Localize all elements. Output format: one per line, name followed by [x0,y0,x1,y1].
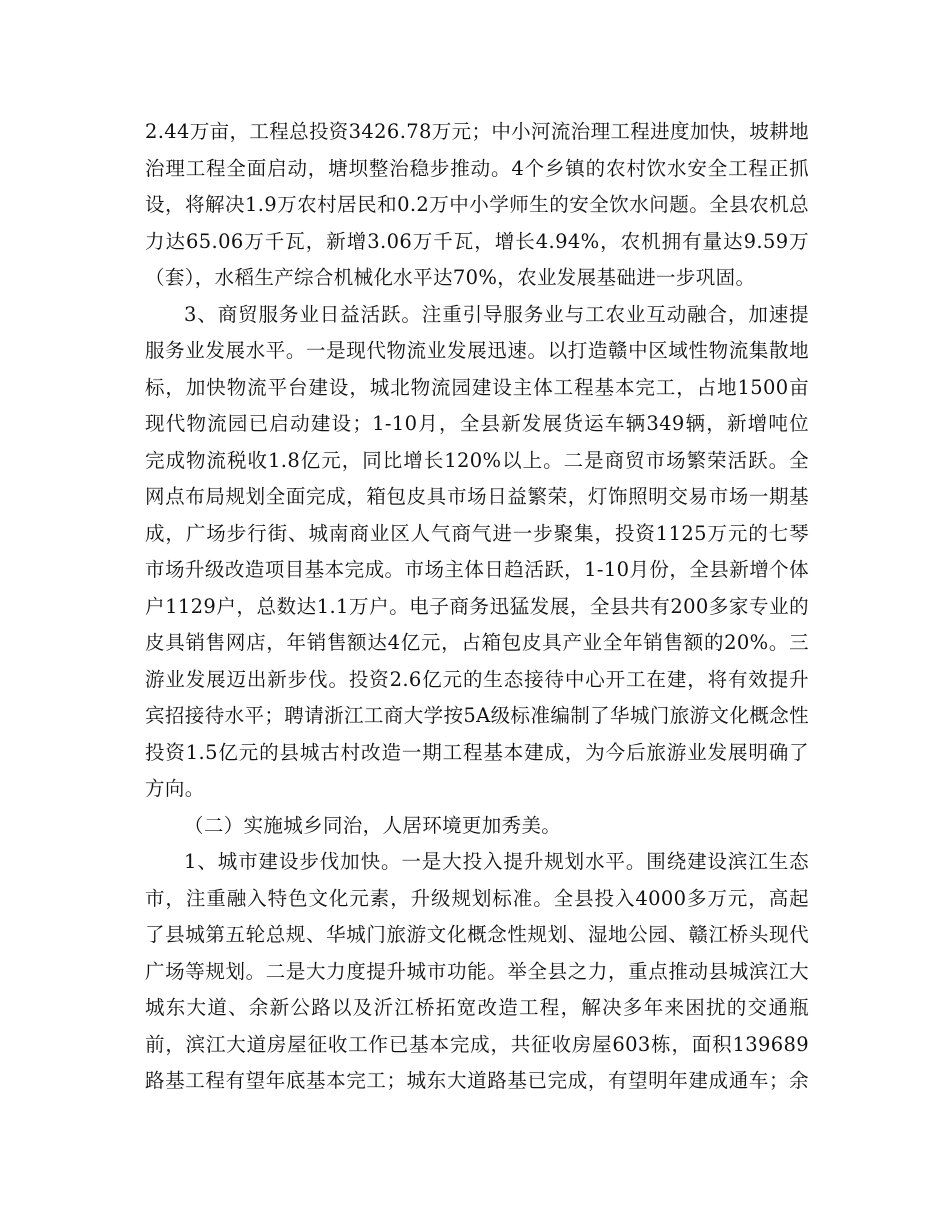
text-line: 2.44万亩，工程总投资3426.78万元；中小河流治理工程进度加快，坡耕地 [145,120,809,143]
text-line: （套），水稻生产综合机械化水平达70%，农业发展基础进一步巩固。 [145,266,756,289]
text-line: 成，广场步行街、城南商业区人气商气进一步聚集，投资1125万元的七琴 [145,521,809,545]
text-line: 宾招接待水平；聘请浙江工商大学按5A级标准编制了华城门旅游文化概念性 [145,704,809,727]
text-line: 路基工程有望年底基本完工；城东大道路基已完成，有望明年建成通车；余 [145,1069,809,1092]
document-body [145,114,809,1100]
text-line: 户1129户，总数达1.1万户。电子商务迅猛发展，全县共有200多家专业的 [145,594,809,618]
paragraph-start-line: 1、城市建设步伐加快。一是大投入提升规划水平。围绕建设滨江生态 [184,850,809,873]
text-line: 现代物流园已启动建设；1-10月，全县新发展货运车辆349辆，新增吨位 [145,412,809,435]
text-line: 游业发展迈出新步伐。投资2.6亿元的生态接待中心开工在建，将有效提升 [145,667,809,691]
text-line: 皮具销售网店，年销售额达4亿元，占箱包皮具产业全年销售额的20%。三 [145,631,809,654]
text-line: 市场升级改造项目基本完成。市场主体日趋活跃，1-10月份，全县新增个体 [145,558,809,581]
paragraph-start-line: 3、商贸服务业日益活跃。注重引导服务业与工农业互动融合，加速提 [184,302,809,326]
text-line: 完成物流税收1.8亿元，同比增长120%以上。二是商贸市场繁荣活跃。全 [145,448,809,472]
text-line: 标，加快物流平台建设，城北物流园建设主体工程基本完工，占地1500亩 [145,375,809,399]
text-line: 了县城第五轮总规、华城门旅游文化概念性规划、湿地公园、赣江桥头现代 [145,923,809,946]
text-line: 服务业发展水平。一是现代物流业发展迅速。以打造赣中区域性物流集散地 [145,339,809,362]
text-line: 网点布局规划全面完成，箱包皮具市场日益繁荣，灯饰照明交易市场一期基 [145,485,809,508]
text-line: 投资1.5亿元的县城古村改造一期工程基本建成，为今后旅游业发展明确了 [145,740,809,764]
text-line: 治理工程全面启动，塘坝整治稳步推动。4个乡镇的农村饮水安全工程正抓 [145,156,809,180]
text-line: 前，滨江大道房屋征收工作已基本完成，共征收房屋603栋，面积139689 [145,1032,809,1056]
text-line: 市，注重融入特色文化元素，升级规划标准。全县投入4000多万元，高起 [145,886,809,910]
text-line: 力达65.06万千瓦，新增3.06万千瓦，增长4.94%，农机拥有量达9.59万 [145,229,809,253]
text-line: 方向。 [145,777,205,800]
text-line: 广场等规划。二是大力度提升城市功能。举全县之力，重点推动县城滨江大 [145,959,809,983]
text-line: 城东大道、余新公路以及沂江桥拓宽改造工程，解决多年来困扰的交通瓶 [145,996,809,1019]
section-heading: （二）实施城乡同治，人居环境更加秀美。 [184,813,562,837]
text-line: 设，将解决1.9万农村居民和0.2万中小学师生的安全饮水问题。全县农机总 [145,193,809,216]
